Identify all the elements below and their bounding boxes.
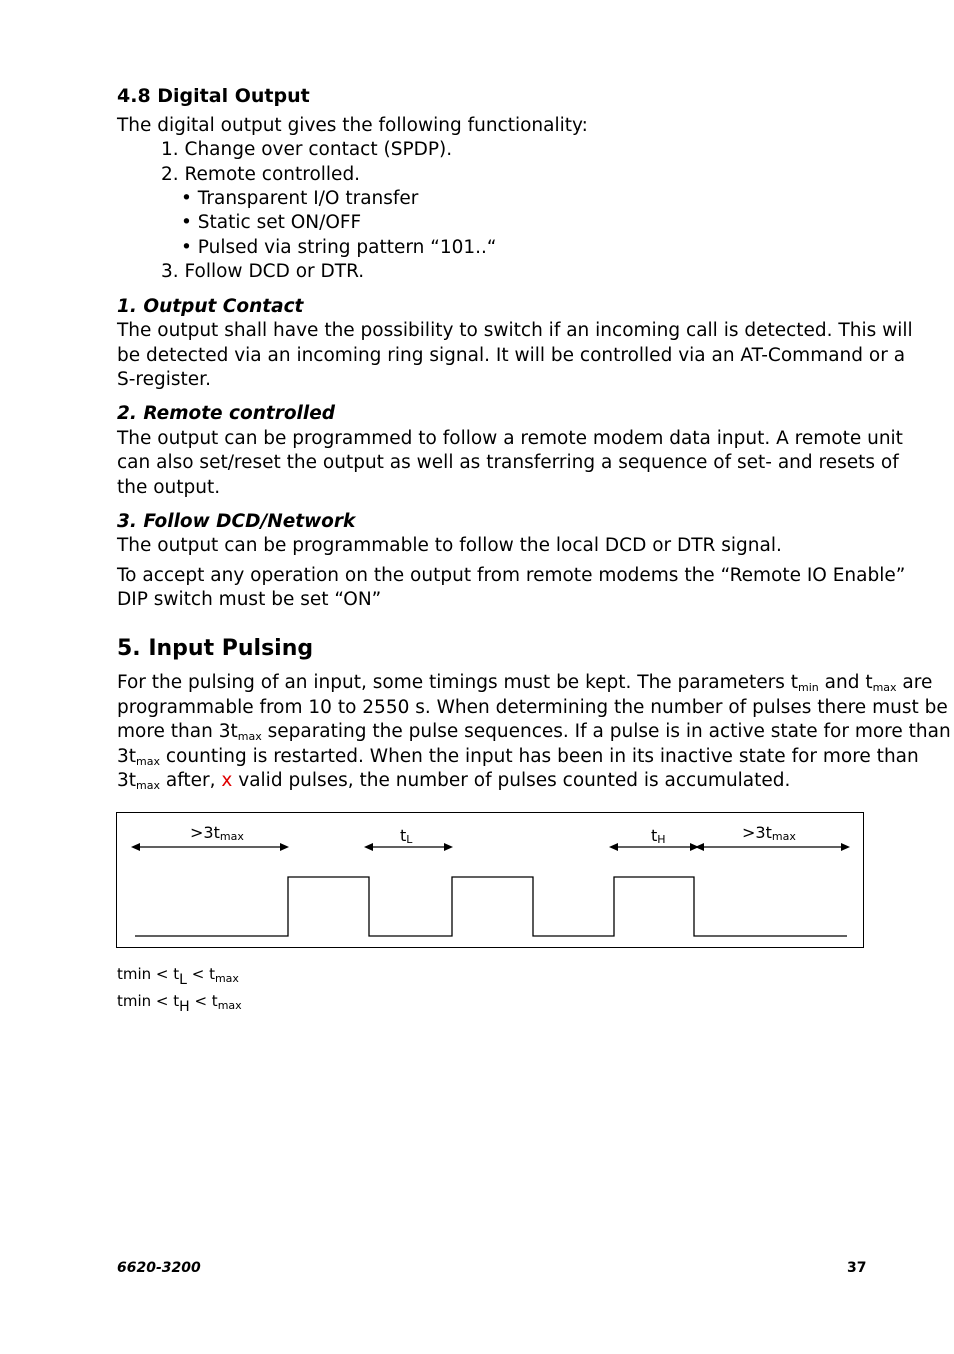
list-item: • Transparent I/O transfer	[181, 188, 419, 209]
footer-doc-number: 6620-3200	[117, 1260, 201, 1276]
paragraph-line: For the pulsing of an input, some timings must be kept. The parameters $t_{min}$ and $t_{max}$ are	[117, 672, 933, 694]
paragraph-line: The output can be programmed to follow a remote modem data input. A remote unit	[117, 428, 903, 449]
list-item: • Pulsed via string pattern “101..“	[181, 237, 497, 258]
paragraph-line: more than $3t_{max}$ separating the pulse sequences. If a pulse is in active state for more than	[117, 721, 951, 743]
paragraph-line: can also set/reset the output as well as transferring a sequence of set- and resets of	[117, 452, 899, 473]
highlight-x: x	[221, 770, 233, 791]
paragraph-line: programmable from 10 to 2550 s. When determining the number of pulses there must be	[117, 697, 948, 718]
label-3tmax-left: $>3t_{max}$	[190, 823, 244, 843]
timing-diagram	[116, 812, 864, 948]
paragraph-line: The output shall have the possibility to switch if an incoming call is detected. This will	[117, 320, 913, 341]
subheading-remote-controlled: 2. Remote controlled	[117, 403, 336, 424]
paragraph-line: the output.	[117, 477, 221, 498]
list-item: 1. Change over contact (SPDP).	[161, 139, 453, 160]
label-3tmax-right: $>3t_{max}$	[742, 823, 796, 843]
label-tl: $t_L$	[400, 826, 413, 846]
paragraph-line: $3t_{max}$ after, x valid pulses, the number of pulses counted is accumulated.	[117, 770, 791, 792]
footer-page-number: 37	[847, 1260, 867, 1276]
subheading-follow-dcd: 3. Follow DCD/Network	[117, 511, 356, 532]
section-heading-input-pulsing: 5. Input Pulsing	[117, 636, 314, 661]
section-heading: 4.8 Digital Output	[117, 85, 310, 107]
formula-tl: $tmin < t_L < t_{max}$	[117, 965, 239, 988]
formula-th: $tmin < t_H < t_{max}$	[117, 992, 242, 1015]
paragraph-line: The output can be programmable to follow the local DCD or DTR signal.	[117, 535, 782, 556]
label-th: $t_H$	[651, 826, 666, 846]
note-line: To accept any operation on the output from remote modems the “Remote IO Enable”	[117, 565, 906, 586]
list-item: 3. Follow DCD or DTR.	[161, 261, 365, 282]
pulse-waveform	[135, 877, 847, 936]
subheading-output-contact: 1. Output Contact	[117, 296, 304, 317]
list-item: • Static set ON/OFF	[181, 212, 362, 233]
list-item: 2. Remote controlled.	[161, 164, 361, 185]
paragraph-line: S-register.	[117, 369, 211, 390]
intro-text: The digital output gives the following functionality:	[117, 115, 588, 136]
note-line: DIP switch must be set “ON”	[117, 589, 382, 610]
paragraph-line: $3t_{max}$ counting is restarted. When the input has been in its inactive state for more than	[117, 746, 919, 768]
paragraph-line: be detected via an incoming ring signal. It will be controlled via an AT-Command or a	[117, 345, 906, 366]
